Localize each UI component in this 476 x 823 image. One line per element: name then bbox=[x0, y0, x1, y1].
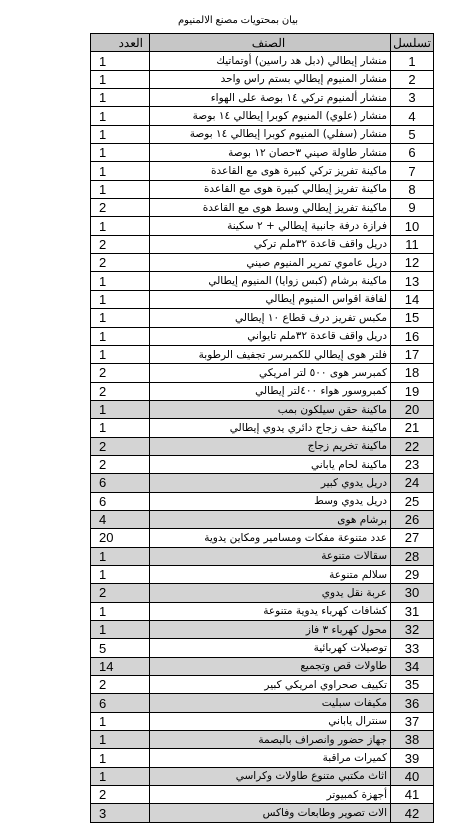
row-qty: 1 bbox=[91, 345, 150, 363]
table-row bbox=[91, 52, 434, 70]
table-row bbox=[91, 254, 434, 272]
row-item: منشار (سفلي) المنيوم كوبرا إيطالي ١٤ بوصة bbox=[150, 125, 391, 143]
row-serial: 18 bbox=[391, 364, 434, 382]
table-row bbox=[91, 492, 434, 510]
table-row bbox=[91, 419, 434, 437]
table-row bbox=[91, 529, 434, 547]
row-qty: 1 bbox=[91, 52, 150, 70]
row-serial: 27 bbox=[391, 529, 434, 547]
row-qty: 6 bbox=[91, 492, 150, 510]
table-row bbox=[91, 510, 434, 528]
table-row bbox=[91, 676, 434, 694]
row-item: منشار (علوي) المنيوم كوبرا إيطالي ١٤ بوصة bbox=[150, 107, 391, 125]
row-item: لفافة اقواس المنيوم إيطالي bbox=[150, 290, 391, 308]
row-item: فلتر هوى إيطالي للكمبرسر تجفيف الرطوبة bbox=[150, 345, 391, 363]
row-serial: 10 bbox=[391, 217, 434, 235]
row-item: توصيلات كهربائية bbox=[150, 639, 391, 657]
row-qty: 1 bbox=[91, 70, 150, 88]
row-item: كشافات كهرباء يدوية متنوعة bbox=[150, 602, 391, 620]
row-serial: 14 bbox=[391, 290, 434, 308]
table-row bbox=[91, 749, 434, 767]
table-row bbox=[91, 731, 434, 749]
table-row bbox=[91, 162, 434, 180]
row-serial: 31 bbox=[391, 602, 434, 620]
row-qty: 2 bbox=[91, 382, 150, 400]
row-qty: 6 bbox=[91, 474, 150, 492]
row-serial: 15 bbox=[391, 309, 434, 327]
row-qty: 1 bbox=[91, 731, 150, 749]
row-item: اثاث مكتبي متنوع طاولات وكراسي bbox=[150, 767, 391, 785]
table-row bbox=[91, 144, 434, 162]
row-item: منشار المنيوم إيطالي بستم راس واحد bbox=[150, 70, 391, 88]
row-item: فرازة درفة جانبية إيطالي + ٢ سكينة bbox=[150, 217, 391, 235]
row-item: ماكينة حقن سيلكون بمب bbox=[150, 400, 391, 418]
row-item: ماكينة تفريز إيطالي كبيرة هوى مع القاعدة bbox=[150, 180, 391, 198]
row-qty: 1 bbox=[91, 767, 150, 785]
row-item: محول كهرباء ٣ فاز bbox=[150, 621, 391, 639]
row-serial: 40 bbox=[391, 767, 434, 785]
row-serial: 42 bbox=[391, 804, 434, 822]
table-row bbox=[91, 290, 434, 308]
row-item: أجهزة كمبيوتر bbox=[150, 786, 391, 804]
table-row bbox=[91, 565, 434, 583]
row-serial: 9 bbox=[391, 199, 434, 217]
row-item: دريل واقف قاعدة ٣٢ملم تايواني bbox=[150, 327, 391, 345]
row-qty: 1 bbox=[91, 749, 150, 767]
row-serial: 41 bbox=[391, 786, 434, 804]
row-serial: 34 bbox=[391, 657, 434, 675]
table-row bbox=[91, 400, 434, 418]
row-serial: 5 bbox=[391, 125, 434, 143]
row-item: عدد متنوعة مفكات ومسامير ومكاين يدوية bbox=[150, 529, 391, 547]
row-serial: 13 bbox=[391, 272, 434, 290]
row-qty: 1 bbox=[91, 125, 150, 143]
table-row bbox=[91, 199, 434, 217]
table-body bbox=[91, 52, 434, 822]
row-qty: 1 bbox=[91, 162, 150, 180]
row-qty: 1 bbox=[91, 180, 150, 198]
table-row bbox=[91, 382, 434, 400]
row-qty: 1 bbox=[91, 419, 150, 437]
row-serial: 17 bbox=[391, 345, 434, 363]
row-item: برشام هوى bbox=[150, 510, 391, 528]
row-qty: 3 bbox=[91, 804, 150, 822]
row-item: دريل يدوي كبير bbox=[150, 474, 391, 492]
row-item: دريل واقف قاعدة ٣٢ملم تركي bbox=[150, 235, 391, 253]
table-row bbox=[91, 804, 434, 822]
table-row bbox=[91, 125, 434, 143]
row-item: ماكينة تفريز إيطالي وسط هوى مع القاعدة bbox=[150, 199, 391, 217]
row-item: تكييف صحراوي امريكي كبير bbox=[150, 676, 391, 694]
row-item: سقالات متنوعة bbox=[150, 547, 391, 565]
table-row bbox=[91, 712, 434, 730]
row-item: منشار إيطالي (دبل هد راسين) أوتماتيك bbox=[150, 52, 391, 70]
row-item: منشار ألمنيوم تركي ١٤ بوصة على الهواء bbox=[150, 89, 391, 107]
table-row bbox=[91, 639, 434, 657]
row-qty: 2 bbox=[91, 584, 150, 602]
row-serial: 11 bbox=[391, 235, 434, 253]
inventory-table bbox=[90, 33, 434, 823]
row-serial: 3 bbox=[391, 89, 434, 107]
table-row bbox=[91, 272, 434, 290]
row-serial: 37 bbox=[391, 712, 434, 730]
row-item: دريل يدوي وسط bbox=[150, 492, 391, 510]
table-row bbox=[91, 657, 434, 675]
row-item: ماكينة تفريز تركي كبيرة هوى مع القاعدة bbox=[150, 162, 391, 180]
row-item: ماكينة تخريم زجاج bbox=[150, 437, 391, 455]
row-item: الات تصوير وطابعات وفاكس bbox=[150, 804, 391, 822]
row-qty: 2 bbox=[91, 437, 150, 455]
table-row bbox=[91, 89, 434, 107]
table-row bbox=[91, 455, 434, 473]
row-qty: 20 bbox=[91, 529, 150, 547]
row-serial: 30 bbox=[391, 584, 434, 602]
row-serial: 1 bbox=[391, 52, 434, 70]
row-serial: 38 bbox=[391, 731, 434, 749]
row-item: عربة نقل يدوي bbox=[150, 584, 391, 602]
table-row bbox=[91, 584, 434, 602]
table-header-row bbox=[91, 34, 434, 52]
row-qty: 2 bbox=[91, 455, 150, 473]
row-qty: 1 bbox=[91, 89, 150, 107]
row-item: منشار طاولة صيني ٣حصان ١٢ بوصة bbox=[150, 144, 391, 162]
row-qty: 1 bbox=[91, 621, 150, 639]
row-qty: 1 bbox=[91, 107, 150, 125]
row-item: كميرات مراقبة bbox=[150, 749, 391, 767]
row-serial: 33 bbox=[391, 639, 434, 657]
row-serial: 39 bbox=[391, 749, 434, 767]
row-serial: 2 bbox=[391, 70, 434, 88]
table-row bbox=[91, 327, 434, 345]
table-row bbox=[91, 437, 434, 455]
header-serial: تسلسل bbox=[391, 34, 434, 52]
table-row bbox=[91, 767, 434, 785]
header-item: الصنف bbox=[150, 34, 391, 52]
row-qty: 1 bbox=[91, 602, 150, 620]
row-item: سلالم متنوعة bbox=[150, 565, 391, 583]
row-qty: 1 bbox=[91, 565, 150, 583]
row-item: كمبروسور هواء ٤٠٠لتر إيطالي bbox=[150, 382, 391, 400]
row-item: طاولات قص وتجميع bbox=[150, 657, 391, 675]
row-serial: 36 bbox=[391, 694, 434, 712]
row-qty: 1 bbox=[91, 400, 150, 418]
row-item: ماكينة لحام ياباني bbox=[150, 455, 391, 473]
row-serial: 21 bbox=[391, 419, 434, 437]
table-row bbox=[91, 107, 434, 125]
row-serial: 6 bbox=[391, 144, 434, 162]
row-qty: 14 bbox=[91, 657, 150, 675]
row-serial: 29 bbox=[391, 565, 434, 583]
row-qty: 1 bbox=[91, 290, 150, 308]
row-serial: 22 bbox=[391, 437, 434, 455]
row-qty: 2 bbox=[91, 254, 150, 272]
row-qty: 2 bbox=[91, 235, 150, 253]
row-serial: 20 bbox=[391, 400, 434, 418]
row-serial: 28 bbox=[391, 547, 434, 565]
row-item: مكبس تفريز درف قطاع ١٠ إيطالي bbox=[150, 309, 391, 327]
row-qty: 6 bbox=[91, 694, 150, 712]
table-row bbox=[91, 235, 434, 253]
row-qty: 2 bbox=[91, 676, 150, 694]
table-row bbox=[91, 345, 434, 363]
table-row bbox=[91, 694, 434, 712]
row-item: سنترال ياباني bbox=[150, 712, 391, 730]
row-serial: 26 bbox=[391, 510, 434, 528]
header-qty: العدد bbox=[91, 34, 150, 52]
row-qty: 5 bbox=[91, 639, 150, 657]
table-row bbox=[91, 474, 434, 492]
row-serial: 16 bbox=[391, 327, 434, 345]
table-row bbox=[91, 547, 434, 565]
row-qty: 1 bbox=[91, 272, 150, 290]
row-qty: 4 bbox=[91, 510, 150, 528]
row-item: كمبرسر هوى ٥٠٠ لتر امريكي bbox=[150, 364, 391, 382]
row-serial: 32 bbox=[391, 621, 434, 639]
row-qty: 2 bbox=[91, 364, 150, 382]
row-serial: 8 bbox=[391, 180, 434, 198]
row-item: مكيفات سبليت bbox=[150, 694, 391, 712]
row-item: جهاز حضور وانصراف بالبصمة bbox=[150, 731, 391, 749]
table-row bbox=[91, 180, 434, 198]
row-serial: 25 bbox=[391, 492, 434, 510]
row-item: دريل عاموي تمرير المنيوم صيني bbox=[150, 254, 391, 272]
table-row bbox=[91, 217, 434, 235]
row-qty: 1 bbox=[91, 309, 150, 327]
row-qty: 2 bbox=[91, 786, 150, 804]
row-serial: 35 bbox=[391, 676, 434, 694]
row-serial: 24 bbox=[391, 474, 434, 492]
table-row bbox=[91, 70, 434, 88]
row-serial: 12 bbox=[391, 254, 434, 272]
row-serial: 7 bbox=[391, 162, 434, 180]
row-item: ماكينة حف زجاج دائري يدوي إيطالي bbox=[150, 419, 391, 437]
row-qty: 1 bbox=[91, 547, 150, 565]
row-qty: 1 bbox=[91, 712, 150, 730]
page-title: بيان بمحتويات مصنع الالمنيوم bbox=[177, 15, 299, 26]
row-qty: 1 bbox=[91, 144, 150, 162]
row-qty: 2 bbox=[91, 199, 150, 217]
table-row bbox=[91, 364, 434, 382]
table-row bbox=[91, 786, 434, 804]
table-row bbox=[91, 309, 434, 327]
row-item: ماكينة برشام (كبس زوايا) المنيوم إيطالي bbox=[150, 272, 391, 290]
table-row bbox=[91, 602, 434, 620]
row-serial: 4 bbox=[391, 107, 434, 125]
row-serial: 19 bbox=[391, 382, 434, 400]
row-qty: 1 bbox=[91, 327, 150, 345]
row-qty: 1 bbox=[91, 217, 150, 235]
row-serial: 23 bbox=[391, 455, 434, 473]
table-row bbox=[91, 621, 434, 639]
